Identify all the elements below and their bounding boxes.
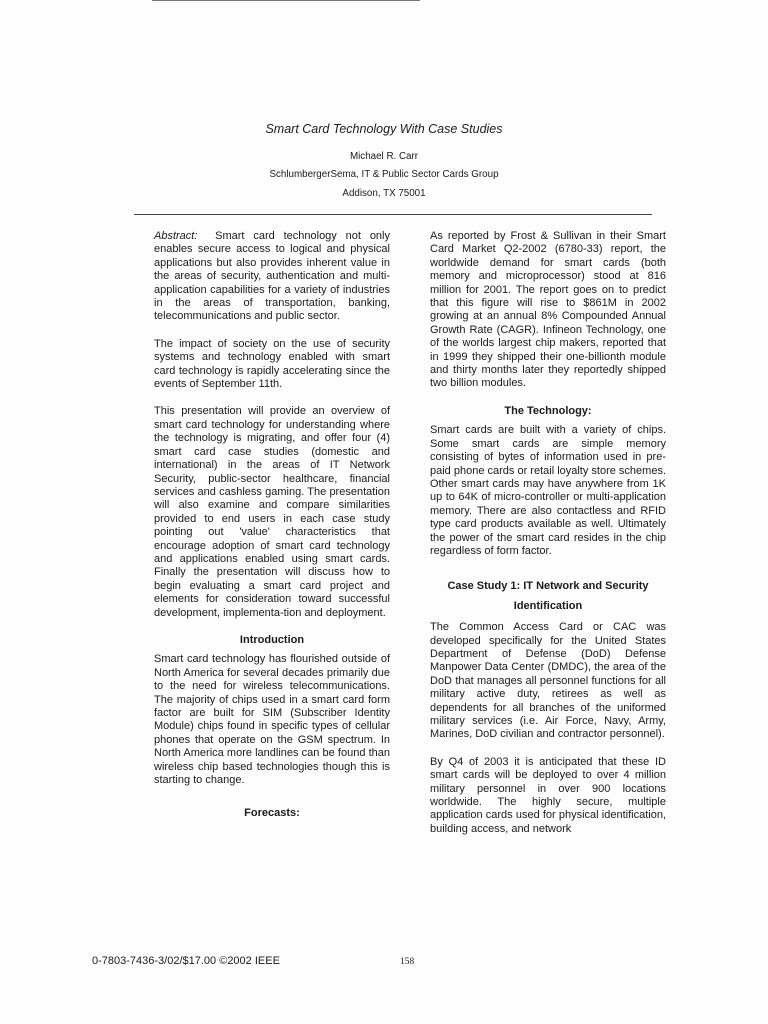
page-number: 158 <box>400 957 415 967</box>
abstract-text: Smart card technology not only enables secure access to logical and physical applications but also provides inherent value in the areas of security, authentication and multi-application capabilities for a variety of industries in the areas of transportation, banking, telecommunications and public sector. <box>154 230 390 323</box>
technology-paragraph: Smart cards are built with a variety of chips. Some smart cards are simple memory consisting of bytes of information used in pre-paid phone cards or retail loyalty store schemes. Other smart cards may have anywhere from 1K up to 64K of micro-controller or multi-application memory. There are also contactless and RFID type card products available as well. Ultimately the power of the smart card resides in the chip regardless of form factor. <box>430 424 667 557</box>
case-study-1-paragraph: The Common Access Card or CAC was developed specifically for the United States Department of Defense (DoD) Defense Manpower Data Center (DMDC), the area of the DoD that manages all personnel functions for all military active duty, retirees as well as dependents for all branches of the uniformed military services (i.e. Air Force, Navy, Army, Marines, DoD civilian and contractor personnel). <box>430 621 666 741</box>
presentation-paragraph: This presentation will provide an overview of smart card technology for understanding where the technology is migrating, and offer four (4) smart card case studies (domestic and international) in the areas of IT Network Security, public-sector healthcare, financial services and cashless gaming. The presentation will also examine and compare similarities provided to end users in each case study pointing out 'value' characteristics that encourage adoption of smart card technology and applications enabled using smart cards. Finally the presentation will discuss how to begin evaluating a smart card project and elements for consideration toward successful development, implementa-tion and deployment. <box>154 405 390 619</box>
forecast-paragraph: As reported by Frost & Sullivan in their Smart Card Market Q2-2002 (6780-33) report, the worldwide demand for smart cards (both memory and microprocessor) stood at 816 million for 2001. The report goes on to predict that this figure will rise to $861M in 2002 growing at an annual 8% Compounded Annual Growth Rate (CAGR). Infineon Technology, one of the worlds largest chip makers, reported that in 1999 they shipped their one-billionth module and thirty months later they reportedly shipped two billion modules. <box>430 230 666 390</box>
paper-title: Smart Card Technology With Case Studies <box>265 122 503 136</box>
case-study-1-heading-line1: Case Study 1: IT Network and Security <box>447 580 649 593</box>
right-column <box>430 230 666 850</box>
case-study-1-paragraph-2: By Q4 of 2003 it is anticipated that these ID smart cards will be deployed to over 4 million military personnel in over 900 locations worldwide. The highly secure, multiple application cards used for physical identification, building access, and network <box>430 755 666 835</box>
case-study-1-heading-line2: Identification <box>513 599 583 612</box>
abstract-label: Abstract: <box>154 230 198 242</box>
author-location: Addison, TX 75001 <box>342 188 426 199</box>
author-name: Michael R. Carr <box>349 151 419 162</box>
top-rule <box>152 0 420 1</box>
introduction-paragraph: Smart card technology has flourished outside of North America for several decades primarily due to the need for wireless telecommunications. The majority of chips used in a smart card form factor are built for SIM (Subscriber Identity Module) chips found in specific types of cellular phones that operate on the GSM spectrum. In North America more landlines can be found than wireless chip based technologies though this is starting to change. <box>154 653 390 787</box>
case-study-1-heading <box>430 580 666 613</box>
introduction-heading: Introduction <box>239 633 305 646</box>
technology-heading: The Technology: <box>504 404 592 417</box>
abstract-paragraph <box>154 230 390 324</box>
forecasts-heading: Forecasts: <box>244 807 300 820</box>
header-divider <box>134 214 652 215</box>
author-affiliation: SchlumbergerSema, IT & Public Sector Cards Group <box>269 169 499 180</box>
left-column <box>154 230 390 827</box>
copyright-notice: 0-7803-7436-3/02/$17.00 ©2002 IEEE <box>92 955 280 967</box>
impact-paragraph: The impact of society on the use of security systems and technology enabled with smart card technology is rapidly accelerating since the events of September 11th. <box>154 337 390 391</box>
